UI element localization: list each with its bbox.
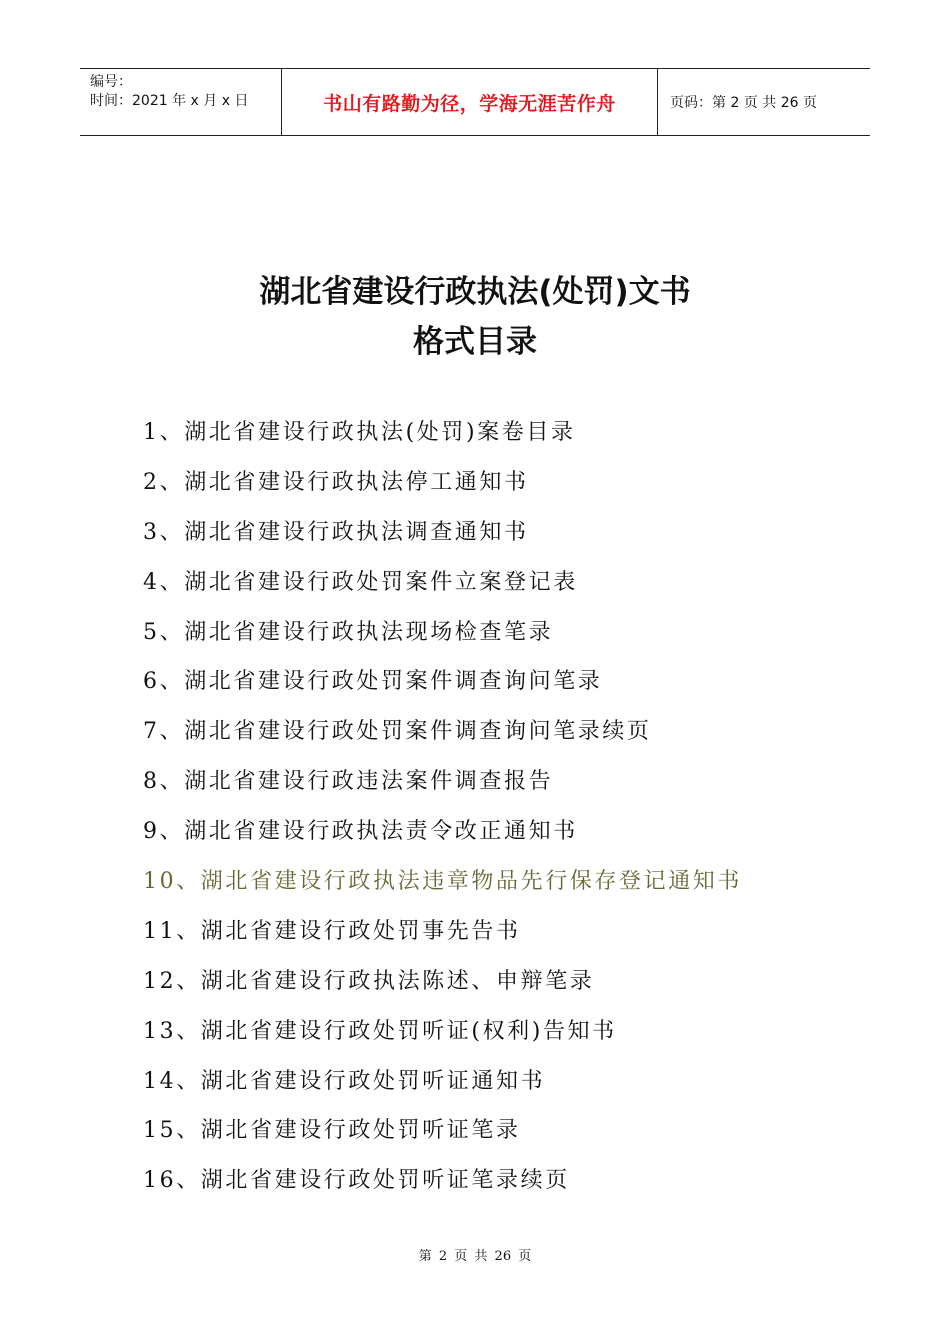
toc-item: 12、湖北省建设行政执法陈述、申辩笔录 xyxy=(143,968,595,994)
document-subtitle: 格式目录 xyxy=(413,324,537,360)
page-header xyxy=(80,68,870,136)
toc-item: 8、湖北省建设行政违法案件调查报告 xyxy=(143,769,554,795)
header-meta-cell xyxy=(80,69,282,135)
toc-item-highlighted: 10、湖北省建设行政执法违章物品先行保存登记通知书 xyxy=(143,869,742,895)
toc-item: 11、湖北省建设行政处罚事先告书 xyxy=(143,918,521,944)
toc-item: 7、湖北省建设行政处罚案件调查询问笔录续页 xyxy=(143,719,652,745)
number-label: 编号： xyxy=(90,74,132,90)
toc-item: 4、湖北省建设行政处罚案件立案登记表 xyxy=(143,569,578,595)
toc-item: 2、湖北省建设行政执法停工通知书 xyxy=(143,469,529,495)
toc-item: 13、湖北省建设行政处罚听证(权利)告知书 xyxy=(143,1018,617,1044)
toc-item: 9、湖北省建设行政执法责令改正通知书 xyxy=(143,819,578,845)
toc-item: 5、湖北省建设行政执法现场检查笔录 xyxy=(143,619,554,645)
page-code: 页码：第 2 页 共 26 页 xyxy=(670,95,817,111)
toc-item: 15、湖北省建设行政处罚听证笔录 xyxy=(143,1118,521,1144)
document-title: 湖北省建设行政执法(处罚)文书 xyxy=(259,274,691,310)
toc-item: 1、湖北省建设行政执法(处罚)案卷目录 xyxy=(143,420,576,445)
table-of-contents xyxy=(143,414,742,1212)
motto: 书山有路勤为径，学海无涯苦作舟 xyxy=(282,69,658,135)
time-label: 时间：2021 年 x 月 x 日 xyxy=(90,93,249,109)
page-footer: 第 2 页 共 26 页 xyxy=(418,1249,532,1264)
toc-item: 16、湖北省建设行政处罚听证笔录续页 xyxy=(143,1168,570,1194)
toc-item: 14、湖北省建设行政处罚听证通知书 xyxy=(143,1068,546,1094)
toc-item: 3、湖北省建设行政执法调查通知书 xyxy=(143,519,529,545)
toc-item: 6、湖北省建设行政处罚案件调查询问笔录 xyxy=(143,669,603,695)
